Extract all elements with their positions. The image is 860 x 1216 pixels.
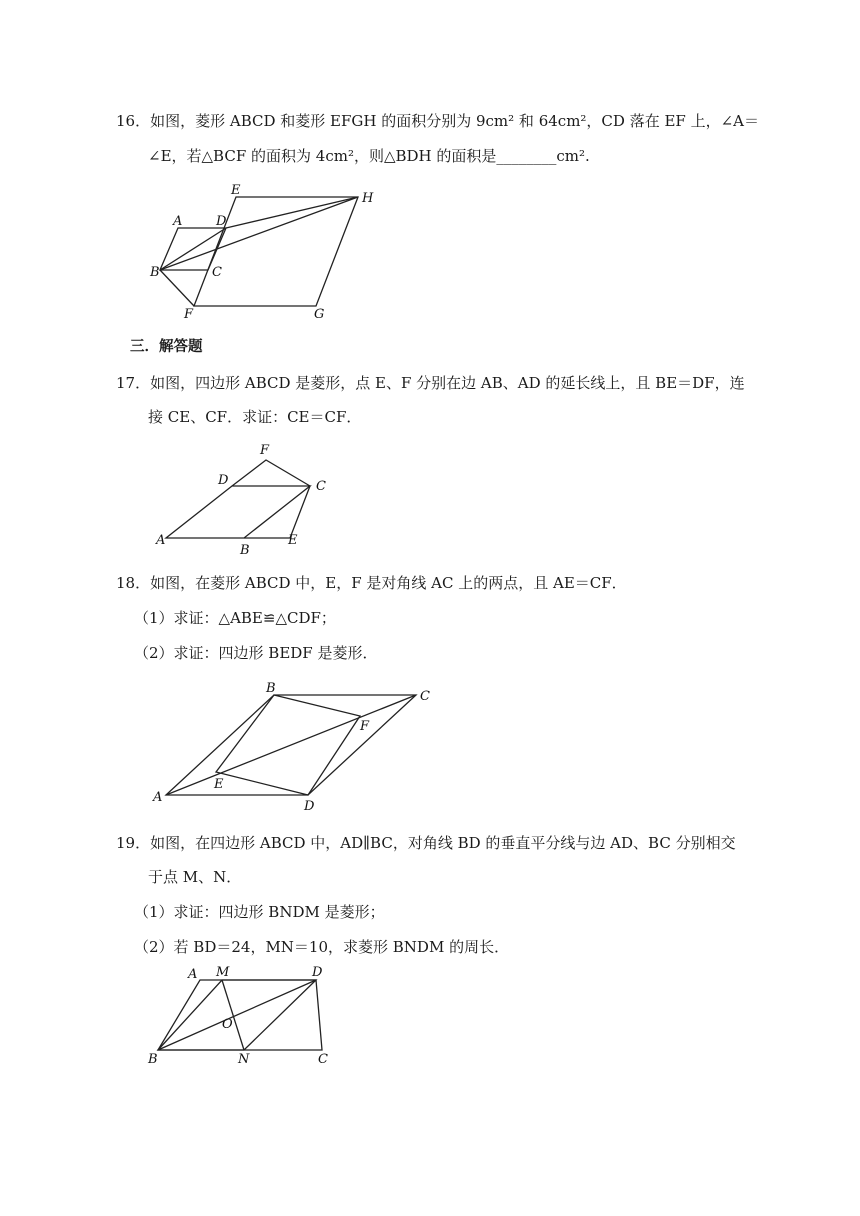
segment-mn (222, 980, 244, 1050)
label-b: B (148, 1052, 158, 1067)
label-b: B (266, 681, 276, 696)
label-f: F (260, 443, 270, 458)
diagonal-ac (166, 695, 416, 795)
label-d: D (304, 799, 315, 814)
q18-part2: （2）求证：四边形 BEDF 是菱形． (134, 644, 378, 662)
label-c: C (316, 479, 326, 494)
label-c: C (420, 689, 430, 704)
label-a: A (153, 790, 163, 805)
q17-text-line1: 17．如图，四边形 ABCD 是菱形，点 E、F 分别在边 AB、AD 的延长线上，且 BE＝DF，连 (116, 374, 745, 392)
q16-figure (140, 178, 400, 323)
label-c: C (318, 1052, 328, 1067)
q18-text-line1: 18．如图，在菱形 ABCD 中，E，F 是对角线 AC 上的两点，且 AE＝CF． (116, 574, 627, 592)
q17-figure (148, 438, 348, 558)
rhombus-abcd (166, 486, 310, 538)
label-b: B (150, 265, 160, 280)
rhombus-bedf (216, 695, 360, 795)
q19-text-line2: 于点 M、N． (148, 868, 242, 886)
q19-text-line1: 19．如图，在四边形 ABCD 中，AD∥BC，对角线 BD 的垂直平分线与边 AD、BC 分别相交 (116, 834, 736, 852)
label-f: F (360, 719, 370, 734)
q18-figure (148, 676, 438, 816)
label-h: H (362, 191, 374, 206)
q17-text-line2: 接 CE、CF．求证：CE＝CF． (148, 408, 362, 426)
label-e: E (231, 183, 241, 198)
diagonal-bd (158, 980, 316, 1050)
label-a: A (173, 214, 183, 229)
label-d: D (312, 965, 323, 980)
q18-part1: （1）求证：△ABE≌△CDF； (134, 609, 336, 627)
label-d: D (218, 473, 229, 488)
label-d: D (216, 214, 227, 229)
q19-figure (140, 962, 350, 1072)
label-m: M (216, 965, 230, 980)
label-e: E (214, 777, 224, 792)
q19-part1: （1）求证：四边形 BNDM 是菱形； (134, 903, 385, 921)
q19-part2: （2）若 BD＝24，MN＝10，求菱形 BNDM 的周长． (134, 938, 510, 956)
label-f: F (184, 307, 194, 322)
segment-bf (160, 270, 194, 306)
label-g: G (314, 307, 325, 322)
label-o: O (222, 1017, 233, 1032)
label-e: E (288, 533, 298, 548)
label-a: A (156, 533, 166, 548)
label-n: N (238, 1052, 250, 1067)
segment-dh (226, 197, 358, 228)
segment-bh (160, 197, 358, 270)
label-c: C (212, 265, 222, 280)
section-title: 三．解答题 (130, 339, 203, 355)
q16-text-line1: 16．如图，菱形 ABCD 和菱形 EFGH 的面积分别为 9cm² 和 64cm²，CD 落在 EF 上，∠A＝ (116, 112, 759, 130)
label-a: A (188, 967, 198, 982)
label-b: B (240, 543, 250, 558)
segments-df-fc (232, 460, 310, 486)
q16-text-line2: ∠E，若△BCF 的面积为 4cm²，则△BDH 的面积是________cm². (148, 147, 590, 165)
